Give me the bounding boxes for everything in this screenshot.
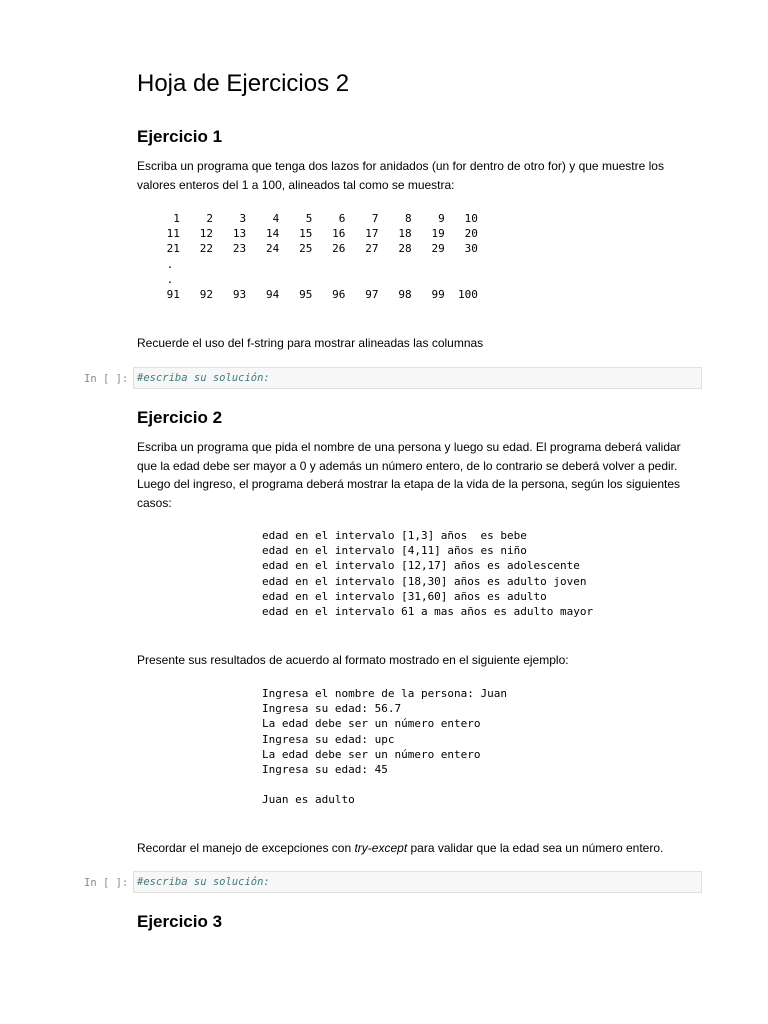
reminder-text-after: para validar que la edad sea un número entero.: [407, 841, 664, 855]
code-cell-1-content[interactable]: #escriba su solución:: [137, 372, 270, 384]
exercise-1-intro: Escriba un programa que tenga dos lazos for anidados (un for dentro de otro for) y que muestre los valores enteros del 1 a 100, alineados tal como se muestra:: [137, 159, 664, 192]
reminder-text-before: Recordar el manejo de excepciones con: [137, 841, 355, 855]
exercise-1-heading: Ejercicio 1: [137, 127, 223, 146]
cell-2-prompt: In [ ]:: [84, 877, 129, 889]
exercise-3-heading: Ejercicio 3: [137, 912, 223, 931]
code-cell-2[interactable]: [133, 871, 702, 893]
exercise-1-output-sample: 1 2 3 4 5 6 7 8 9 10 11 12 13 14 15 16 17 18 19 20 21 22 23 24 25 26 27 28 29 30 . . 91 92 93 94 95 96 97 98 99 100: [166, 212, 478, 302]
cell-1-prompt: In [ ]:: [84, 373, 129, 385]
code-cell-1[interactable]: [133, 367, 702, 389]
reminder-try-except: try-except: [354, 841, 408, 855]
code-cell-2-content[interactable]: #escriba su solución:: [137, 876, 270, 888]
exercise-2-reminder: [137, 839, 697, 858]
exercise-2-heading: Ejercicio 2: [137, 408, 223, 427]
page-title: Hoja de Ejercicios 2: [137, 70, 350, 97]
exercise-2-example-output: Ingresa el nombre de la persona: Juan Ingresa su edad: 56.7 La edad debe ser un número entero Ingresa su edad: upc La edad debe ser un número entero Ingresa su edad: 45 Juan es adulto: [262, 687, 508, 807]
exercise-2-cases: edad en el intervalo [1,3] años es bebe edad en el intervalo [4,11] años es niño edad en el intervalo [12,17] años es adolescente edad en el intervalo [18,30] años es adulto joven edad en el intervalo [31,60] años es adulto edad en el intervalo 61 a mas años es adulto mayor: [262, 529, 594, 619]
exercise-2-format-note: Presente sus resultados de acuerdo al formato mostrado en el siguiente ejemplo:: [137, 653, 569, 667]
exercise-1-note: Recuerde el uso del f-string para mostrar alineadas las columnas: [137, 336, 484, 350]
exercise-2-intro: Escriba un programa que pida el nombre de una persona y luego su edad. El programa deberá validar que la edad debe ser mayor a 0 y además un número entero, de lo contrario se deberá volver a pedir. Luego del ingreso, el programa deberá mostrar la etapa de la vida de la persona, según los siguientes casos:: [137, 440, 681, 510]
